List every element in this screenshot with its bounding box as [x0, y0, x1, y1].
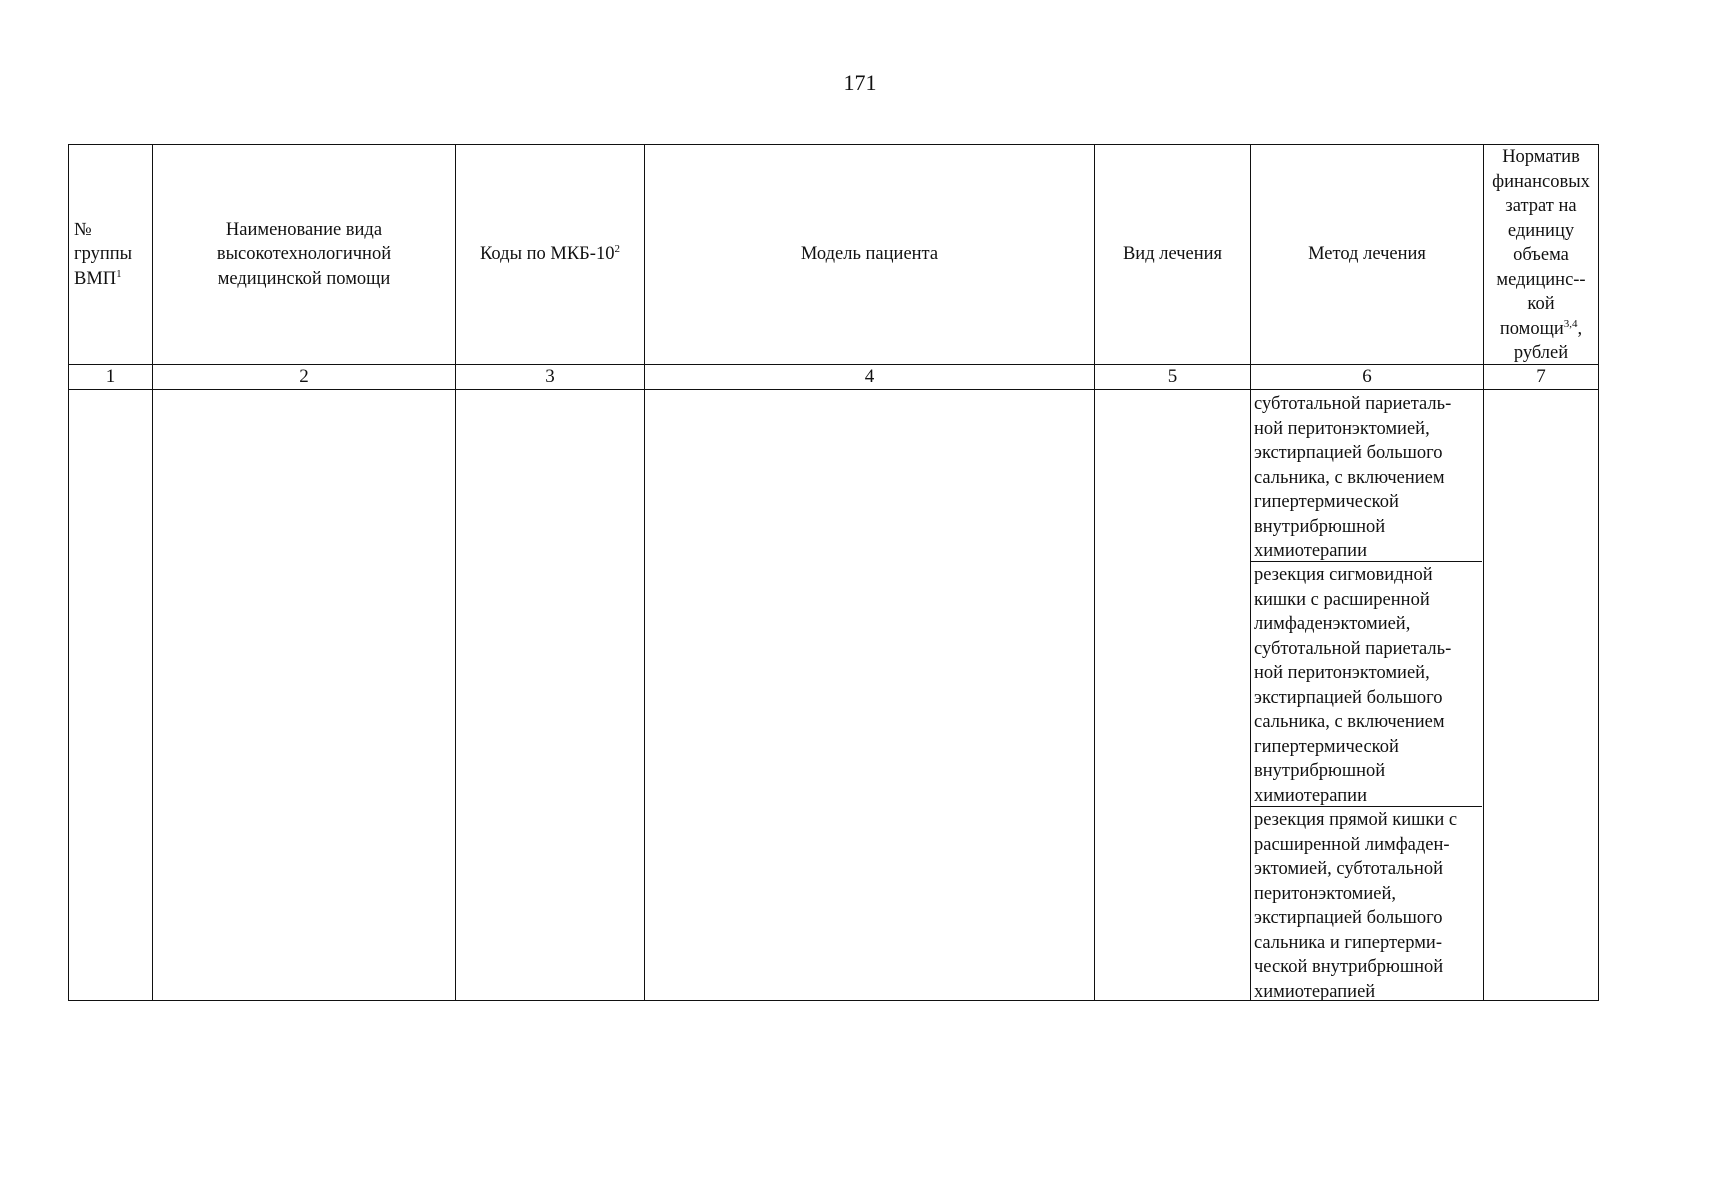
header-cost-standard-text: Норматив финансовых затрат на единицу объема медицинс--кой помощи	[1492, 147, 1590, 339]
footnote-3-4: 3,4	[1563, 317, 1578, 330]
header-icd-codes	[456, 145, 644, 364]
header-treatment-method: Метод лечения	[1308, 244, 1426, 265]
column-number-2: 2	[299, 366, 309, 387]
method-divider	[1250, 561, 1482, 562]
header-patient-model: Модель пациента	[800, 244, 939, 265]
header-group-number	[71, 145, 151, 364]
header-treatment-type: Вид лечения	[1122, 244, 1223, 265]
method-divider	[1250, 806, 1482, 807]
footnote-1: 1	[116, 267, 122, 280]
header-group-number-text: № группы ВМП	[74, 219, 133, 289]
column-number-3: 3	[545, 366, 555, 387]
page-number: 171	[843, 70, 877, 95]
header-cost-standard-unit: , рублей	[1513, 318, 1583, 364]
header-icd-codes-text: Коды по МКБ-10	[480, 244, 615, 265]
method-cell: резекция прямой кишки с расширенной лимфаден-эктомией, субтотальной перитонэктомией, экстирпацией большого сальника и гипертерми-ческой внутрибрюшной химиотерапией	[1254, 810, 1458, 1002]
header-cost-standard	[1484, 147, 1598, 364]
column-number-5: 5	[1167, 366, 1178, 387]
method-cell: субтотальной париеталь-ной перитонэктомией, экстирпацией большого сальника, с включением гипертермической внутрибрюшной химиотерапии	[1254, 394, 1452, 561]
treatment-table	[68, 144, 1599, 1001]
method-cell: резекция сигмовидной кишки с расширенной лимфаденэктомией, субтотальной париеталь-ной перитонэктомией, экстирпацией большого сальника, с включением гипертермической внутрибрюшной химиотерапии	[1254, 565, 1452, 806]
column-number-6: 6	[1362, 366, 1372, 387]
column-number-4: 4	[864, 366, 875, 387]
column-number-7: 7	[1536, 366, 1546, 387]
header-care-type: Наименование вида высокотехнологичной медицинской помощи	[216, 219, 392, 289]
footnote-2: 2	[614, 243, 620, 256]
row-divider	[69, 389, 1598, 390]
column-number-1: 1	[105, 366, 116, 387]
